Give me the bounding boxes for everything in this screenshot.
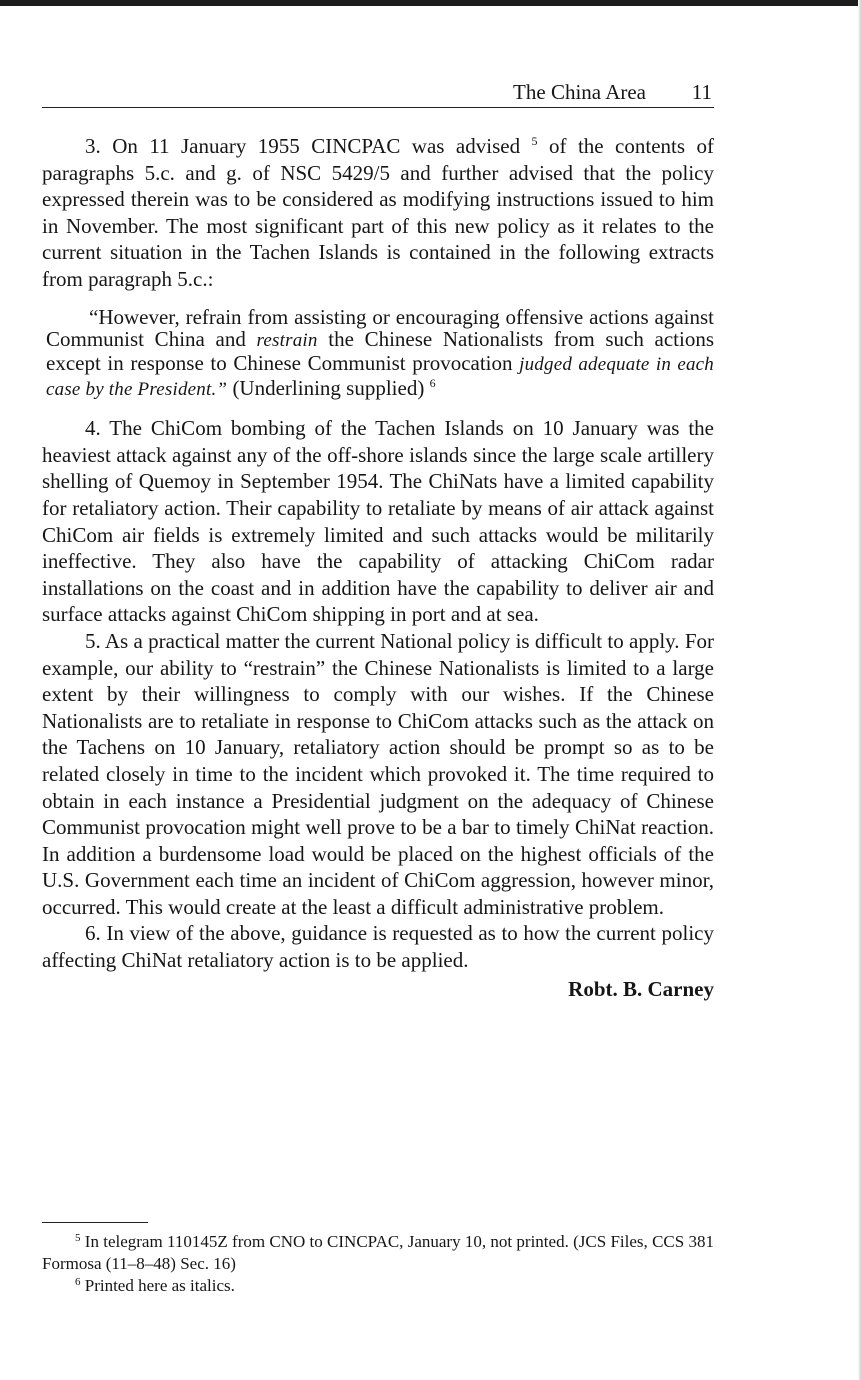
- footnote-divider: [42, 1222, 148, 1223]
- body-text: [42, 133, 714, 1003]
- top-edge-bar: [0, 0, 861, 6]
- footnote-5-mark: 5: [75, 1232, 81, 1244]
- paragraph-3-text-a: 3. On 11 January 1955 CINCPAC was advised: [85, 134, 532, 158]
- block-quote: [42, 306, 714, 402]
- footnote-ref-5: 5: [531, 134, 538, 148]
- footnote-5: [42, 1231, 714, 1275]
- quote-italic-restrain: restrain: [256, 329, 318, 351]
- footnote-6-text: Printed here as italics.: [80, 1276, 235, 1295]
- paragraph-3: [42, 133, 714, 293]
- footnote-5-text: In telegram 110145Z from CNO to CINCPAC, January 10, not printed. (JCS Files, CCS 381 Formosa (11–8–48) Sec. 16): [42, 1232, 714, 1273]
- running-title: The China Area: [513, 80, 646, 104]
- paragraph-5: 5. As a practical matter the current National policy is difficult to apply. For example, our ability to “restrain” the Chinese Nationalists is limited to a large extent by their willingness to comply with our wishes. If the Chinese Nationalists are to retaliate in response to ChiCom attacks such as the attack on the Tachens on 10 January, retaliatory action should be prompt so as to be related closely in time to the incident which provoked it. The time required to obtain in each instance a Presidential judgment on the adequacy of Chinese Communist provocation might well prove to be a bar to timely ChiNat reaction. In addition a burdensome load would be placed on the highest officials of the U.S. Government each time an incident of ChiCom aggression, however minor, occurred. This would create at the least a difficult administrative problem.: [42, 628, 714, 919]
- footnotes: [42, 1231, 714, 1297]
- footnote-6-mark: 6: [75, 1276, 81, 1288]
- signature: Robt. B. Carney: [568, 976, 714, 1001]
- quote-text-b: the Chinese Nationalists from such actions except in response to Chinese Communist provocation: [46, 326, 714, 376]
- page-header: [42, 79, 714, 108]
- paragraph-3-text-b: of the contents of paragraphs 5.c. and g. of NSC 5429/5 and further advised that the policy expressed therein was to be considered as modifying instructions issued to him in November. The most significant part of this new policy as it relates to the current situation in the Tachen Islands is contained in the following extracts from paragraph 5.c.:: [42, 134, 714, 291]
- paragraph-4: 4. The ChiCom bombing of the Tachen Islands on 10 January was the heaviest attack against any of the off-shore islands since the large scale artillery shelling of Quemoy in September 1954. The ChiNats have a limited capability for retaliatory action. Their capability to retaliate by means of air attack against ChiCom air fields is extremely limited and such attacks would be militarily ineffective. They also have the capability of attacking ChiCom radar installations on the coast and in addition have the capability to deliver air and surface attacks against ChiCom shipping in port and at sea.: [42, 416, 714, 627]
- footnote-6: [42, 1275, 714, 1297]
- quote-text-a: “However, refrain from assisting or encouraging offensive actions against Communist China and: [46, 304, 714, 351]
- footnote-ref-6: 6: [429, 375, 436, 390]
- quote-italic-judged: judged adequate in each case by the President.”: [46, 354, 715, 400]
- page-number: 11: [691, 80, 712, 104]
- paragraph-6: 6. In view of the above, guidance is requested as to how the current policy affecting ChiNat retaliatory action is to be applied.: [42, 921, 714, 973]
- quote-text-c: (Underlining supplied): [227, 375, 430, 400]
